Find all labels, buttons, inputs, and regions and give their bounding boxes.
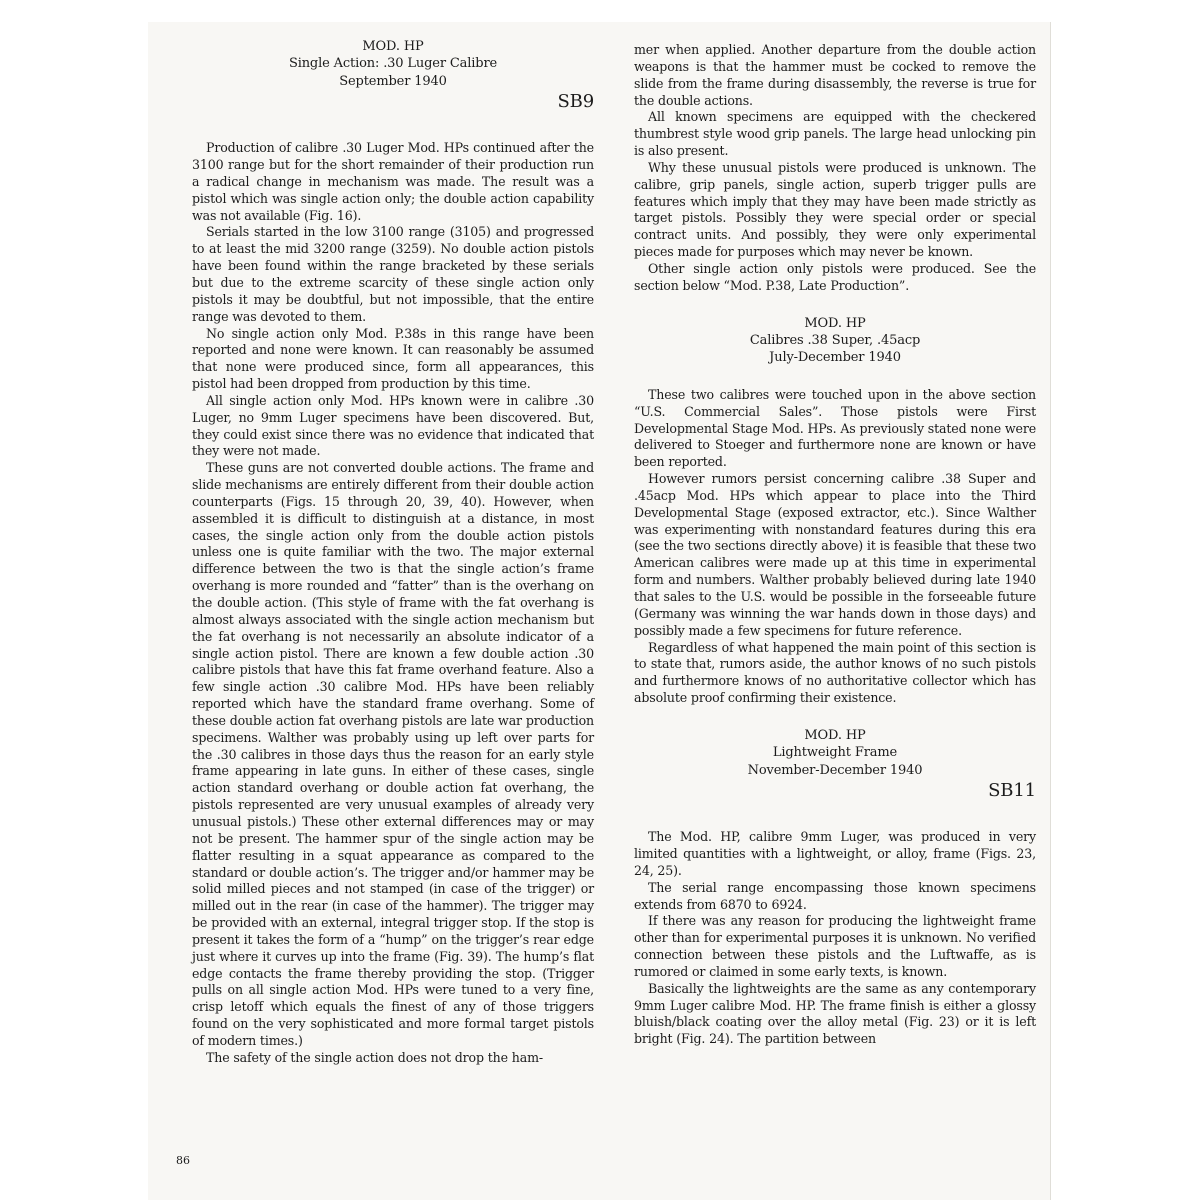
section-subtitle: Calibres .38 Super, .45acp <box>749 333 921 349</box>
page-number: 86 <box>176 1154 190 1167</box>
paragraph: Regardless of what happened the main point of this section is to state that, rumors aside, the author knows of no such pistols and furthermore knows of no authoritative collector which has absolute proof confirming their existence. <box>634 639 1036 706</box>
paragraph: Other single action only pistols were produced. See the section below “Mod. P.38, Late Production”. <box>634 260 1036 293</box>
paragraph: Serials started in the low 3100 range (3105) and progressed to at least the mid 3200 range (3259). No double action pistols have been found within the range bracketed by these serials but due to the extreme scarcity of these single action only pistols it may be doubtful, but not impossible, that the entire range was devoted to them. <box>192 224 594 324</box>
paragraph: These guns are not converted double actions. The frame and slide mechanisms are entirely different from their double action counterparts (Figs. 15 through 20, 39, 40). However, when assembled it is difficult to distinguish at a distance, in most cases, the single action only from the double action pistols unless one is quite familiar with the two. The major external difference between the two is that the single action’s frame overhang is more rounded and “fatter” than is the overhang on the double action. (This style of frame with the fat overhang is almost always associated with the single action mechanism but the fat overhang is not necessarily an absolute indicator of a single action pistol. There are known a few double action .30 calibre pistols that have this fat frame overhand feature. Also a few single action .30 calibre Mod. HPs have been reliably reported which have the standard frame overhang. Some of these double action fat overhang pistols are late war production specimens. Walther was probably using up left over parts for the .30 calibres in those days thus the reason for an early style frame appearing in late guns. In either of these cases, single action standard overhang or double action fat overhang, the pistols represented are very unusual examples of already very unusual pistols.) These other external differences may or may not be present. The hammer spur of the single action may be flatter resulting in a squat appearance as compared to the standard or double action’s. The trigger and/or hammer may be solid milled pieces and not stamped (in case of the trigger) or milled out in the rear (in case of the hammer). The trigger may be provided with an external, integral trigger stop. If the stop is present it takes the form of a “hump” on the trigger’s rear edge just where it curves up into the frame (Fig. 39). The hump’s flat edge contacts the frame thereby providing the stop. (Trigger pulls on all single action Mod. HPs were tuned to a very fine, crisp letoff which equals the finest of any of those triggers found on the very sophisticated and more formal target pistols of modern times.) <box>192 460 594 1048</box>
section-title: MOD. HP <box>804 315 866 331</box>
section-subtitle: Lightweight Frame <box>772 745 898 761</box>
section-title: MOD. HP <box>804 727 866 743</box>
paragraph: If there was any reason for producing the lightweight frame other than for experimental purposes it is unknown. No verified connection between these pistols and the Luftwaffe, as is rumored or claimed in some early texts, is known. <box>634 913 1036 979</box>
paragraph: The safety of the single action does not drop the ham- <box>206 1049 543 1065</box>
paragraph: The Mod. HP, calibre 9mm Luger, was produced in very limited quantities with a lightweight, or alloy, frame (Figs. 23, 24, 25). <box>634 829 1036 878</box>
paragraph: Production of calibre .30 Luger Mod. HPs continued after the 3100 range but for the short remainder of their production run a radical change in mechanism was made. The result was a pistol which was single action only; the double action capability was not available (Fig. 16). <box>192 140 594 223</box>
paragraph: Why these unusual pistols were produced is unknown. The calibre, grip panels, single action, superb trigger pulls are features which imply that they may have been made strictly as target pistols. Possibly they were special order or special contract units. And possibly, they were only experimental pieces made for purposes which may never be known. <box>634 159 1036 260</box>
left-column <box>192 38 594 1067</box>
right-column <box>634 42 1036 1048</box>
book-page <box>148 22 1050 1200</box>
section-subtitle: Single Action: .30 Luger Calibre <box>288 56 498 72</box>
section-title: MOD. HP <box>362 39 424 54</box>
paragraph: mer when applied. Another departure from the double action weapons is that the hammer must be cocked to remove the slide from the frame during disassembly, the reverse is true for the double actions. <box>634 42 1036 108</box>
paragraph: However rumors persist concerning calibre .38 Super and .45acp Mod. HPs which appear to place into the Third Developmental Stage (exposed extractor, etc.). Since Walther was experimenting with nonstandard features during this era (see the two sections directly above) it is feasible that these two American calibres were made up at this time in experimental form and numbers. Walther probably believed during late 1940 that sales to the U.S. would be possible in the forseeable future (Germany was winning the war hands down in those days) and possibly made a few specimens for future reference. <box>634 471 1036 638</box>
paragraph: Basically the lightweights are the same as any contemporary 9mm Luger calibre Mod. HP. The frame finish is either a glossy bluish/black coating over the alloy metal (Fig. 23) or it is left bright (Fig. 24). The partition between <box>634 980 1036 1047</box>
paragraph: All known specimens are equipped with the checkered thumbrest style wood grip panels. The large head unlocking pin is also present. <box>634 109 1036 159</box>
section-date: September 1940 <box>339 73 447 89</box>
section-date: November-December 1940 <box>747 762 923 778</box>
paragraph: These two calibres were touched upon in the above section “U.S. Commercial Sales”. Those pistols were First Developmental Stage Mod. HPs. As previously stated none were delivered to Stoeger and furthermore none are known or have been reported. <box>634 386 1036 470</box>
section-code: SB9 <box>557 91 594 113</box>
section-date: July-December 1940 <box>769 350 901 366</box>
section-header-calibres <box>634 315 1036 367</box>
section-header-sb9 <box>192 38 594 90</box>
paragraph: All single action only Mod. HPs known were in calibre .30 Luger, no 9mm Luger specimens have been discovered. But, they could exist since there was no evidence that indicated that they were not made. <box>192 392 594 459</box>
paragraph: No single action only Mod. P.38s in this range have been reported and none were known. It can reasonably be assumed that none were produced since, form all appearances, this pistol had been dropped from production by this time. <box>192 325 594 392</box>
section-header-sb11 <box>634 727 1036 779</box>
section-code: SB11 <box>988 780 1036 802</box>
paragraph: The serial range encompassing those known specimens extends from 6870 to 6924. <box>634 879 1036 912</box>
